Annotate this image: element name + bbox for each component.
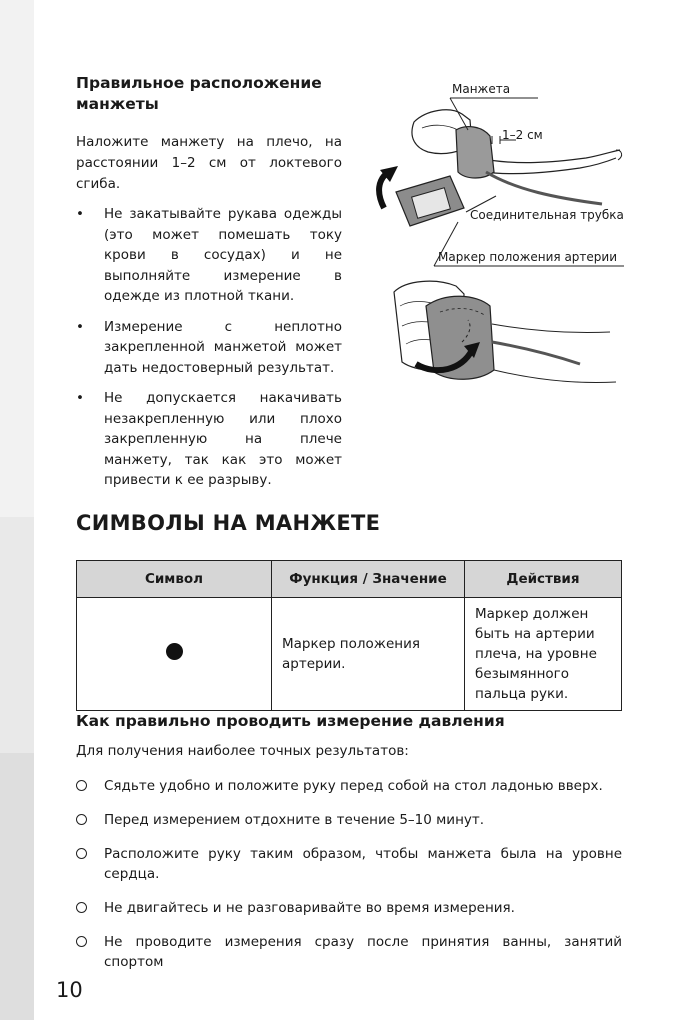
circle-bullet-icon <box>76 902 87 913</box>
action-cell: Маркер должен быть на артерии плеча, на уровне безымянного пальца руки. <box>465 598 622 711</box>
cuff-placement-bullets <box>76 204 342 501</box>
list-item-text: Не допускается накачивать незакрепленную или плохо закрепленную на плече манжету, так как это может привести к ее разрыву. <box>104 390 342 488</box>
column-header-function: Функция / Значение <box>272 561 465 598</box>
list-item <box>76 388 342 491</box>
measurement-list <box>76 776 622 986</box>
symbols-title: СИМВОЛЫ НА МАНЖЕТЕ <box>76 511 381 535</box>
list-item-text: Расположите руку таким образом, чтобы манжета была на уровне сердца. <box>104 846 622 882</box>
column-header-symbol: Символ <box>77 561 272 598</box>
table-row <box>77 598 622 711</box>
list-item-text: Не закатывайте рукава одежды (это может помешать току крови в сосудах) и не выполняйте измерение в одежде из плотной ткани. <box>104 206 342 304</box>
cuff-placement-title-line1: Правильное расположение <box>76 74 322 92</box>
list-item-text: Сядьте удобно и положите руку перед собой на стол ладонью вверх. <box>104 778 603 794</box>
function-cell: Маркер положения артерии. <box>272 598 465 711</box>
cuff-placement-title-line2: манжеты <box>76 95 159 113</box>
symbol-cell <box>77 598 272 711</box>
symbols-table <box>76 560 622 711</box>
bullet-dot-icon: • <box>76 390 84 406</box>
artery-marker-label: Маркер положения артерии <box>438 250 618 264</box>
list-item <box>76 810 622 830</box>
list-item-text: Не двигайтесь и не разговаривайте во время измерения. <box>104 900 515 916</box>
list-item-text: Не проводите измерения сразу после принятия ванны, занятий спортом <box>104 934 622 970</box>
list-item <box>76 898 622 918</box>
list-item <box>76 204 342 307</box>
margin-strip-middle <box>0 517 34 753</box>
bullet-dot-icon: • <box>76 206 84 222</box>
list-item <box>76 317 342 379</box>
column-header-actions: Действия <box>465 561 622 598</box>
list-item <box>76 844 622 884</box>
list-item-text: Перед измерением отдохните в течение 5–10 минут. <box>104 812 485 828</box>
bullet-dot-icon: • <box>76 318 84 335</box>
margin-strip-bottom <box>0 753 34 1020</box>
measurement-intro: Для получения наиболее точных результатов: <box>76 743 409 759</box>
distance-label: 1–2 см <box>502 128 543 142</box>
table-header-row <box>77 561 622 598</box>
circle-bullet-icon <box>76 814 87 825</box>
cuff-placement-intro: Наложите манжету на плечо, на расстоянии 1–2 см от локтевого сгиба. <box>76 134 342 192</box>
cuff-label: Манжета <box>452 82 511 96</box>
circle-bullet-icon <box>76 780 87 791</box>
circle-bullet-icon <box>76 848 87 859</box>
margin-strip-top <box>0 0 34 517</box>
measurement-title: Как правильно проводить измерение давления <box>76 712 505 730</box>
page-number: 10 <box>56 978 83 1002</box>
list-item-text: Измерение с неплотно закрепленной манжетой может дать недостоверный результат. <box>104 318 342 376</box>
list-item <box>76 932 622 972</box>
tube-label: Соединительная трубка <box>470 208 624 222</box>
circle-bullet-icon <box>76 936 87 947</box>
cuff-placement-title <box>76 73 356 115</box>
filled-circle-icon <box>166 643 183 660</box>
list-item <box>76 776 622 796</box>
arm-cuff-drawing <box>366 80 628 406</box>
cuff-placement-illustration <box>366 80 628 406</box>
